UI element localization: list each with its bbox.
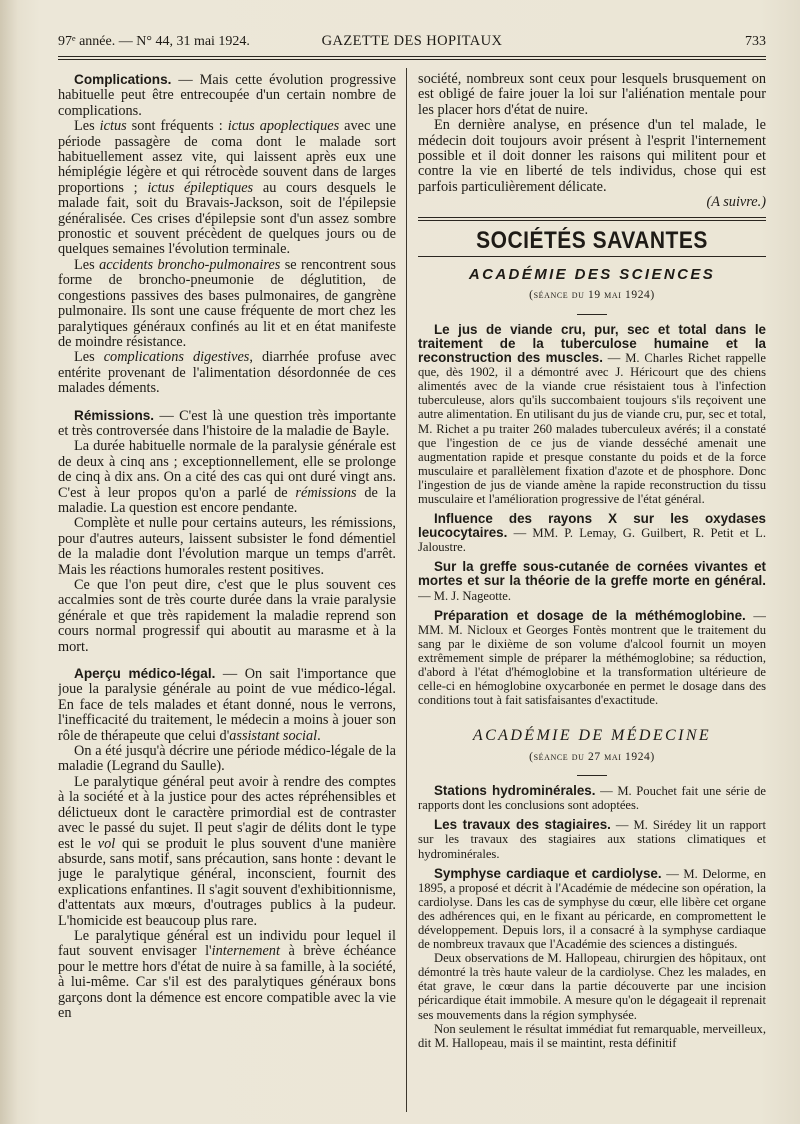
text-run: Les [74, 118, 100, 135]
text-run: de la maladie. La question est encore pendante. [58, 484, 396, 516]
header-rule-thin [58, 59, 766, 60]
report-text: — MM. M. Nicloux et Georges Fontès montrent que le traitement du sang par le dixième de son volume d'alcool fournit un moyen extrêmement simple de préparer la méthémoglobine; sa réduction, d'abord à l'état d'hémoglobine et la transformation ultérieure de celle-ci en hémoglobine oxycarbonée en permet le dosage dans des conditions tout à fait satisfaisantes d'exactitude. [418, 608, 766, 708]
sciences-reports [418, 323, 766, 707]
italic-term: (A suivre.) [706, 194, 766, 211]
right-column [418, 72, 766, 1108]
short-rule [577, 314, 607, 315]
report-text: — M. Delorme, en 1895, a proposé et décrit à l'Académie de médecine son opération, la cardiolyse. Dans les cas de symphyse du cœur, elle libère cet organe des adhérences qui, en le fixant au péricarde, en compromettent le développement. Depuis lors, il a consacré à la symphyse cardiaque de nombreux travaux que l'Académie des sciences a distingués. [418, 866, 766, 952]
paragraph-resultat: Non seulement le résultat immédiat fut remarquable, merveilleux, dit M. Hallopeau, mais il se maintint, resta définitif [418, 1021, 766, 1050]
page-header [58, 28, 766, 54]
paragraph-societe: société, nombreux sont ceux pour lesquels brusquement on est obligé de faire jouer la loi sur l'aliénation mentale pour les placer hors d'état de nuire. [418, 72, 766, 118]
report-text: — MM. P. Lemay, G. Guilbert, R. Petit et L. Jaloustre. [418, 526, 766, 555]
report-methemoglobine [418, 609, 766, 708]
paragraph-digestives [58, 350, 396, 396]
report-heading: Préparation et dosage de la méthémoglobine. [434, 607, 746, 623]
text-run: Le paralytique général peut avoir à rendre des comptes à la société et à la justice pour des actes répréhensibles et délictueux dont le caractère primordial est de contraster avec le passé du sujet. Il peut s'agir de délits dont le type est le [58, 773, 396, 852]
paragraph-remissions [58, 408, 396, 440]
paragraph-internement [58, 929, 396, 1021]
spacer [58, 655, 396, 666]
banner-rule-top [418, 217, 766, 218]
paragraph-complications [58, 72, 396, 119]
report-heading: Stations hydrominérales. [434, 783, 596, 799]
report-text: — M. Pouchet fait une série de rapports dont les conclusions sont adoptées. [418, 784, 766, 813]
issue-info: 97ᵉ année. — N° 44, 31 mai 1924. [58, 34, 250, 49]
section-heading: Rémissions. [74, 407, 155, 423]
section-banner: SOCIÉTÉS SAVANTES [476, 226, 708, 254]
page-number: 733 [745, 34, 766, 49]
report-text: — M. J. Nageotte. [418, 588, 512, 603]
text-run: sont fréquents : [126, 118, 228, 135]
paragraph-ictus [58, 119, 396, 258]
to-be-continued [418, 195, 766, 210]
italic-term: complications digestives [103, 349, 250, 366]
text-run: avec une période passagère de coma dont le malade sort habituellement assez vite, qui laissent après eux une hémiplégie légère et qui rétrocède souvent dans de larges proportions ; [58, 118, 396, 196]
text-run: qui se produit le plus souvent d'une manière absurde, sans motif, sans précaution, sans honte : devant le juge le paralytique général, inconscient, fournit des explications enfantines. Il s'agit souvent d'exhibitionnisme, d'attentats aux mœurs, d'outrages publics à la pudeur. L'homicide est beaucoup plus rare. [58, 835, 396, 929]
paragraph-complete: Complète et nulle pour certains auteurs, les rémissions, pour d'autres auteurs, laissent subsister le fond démentiel de la maladie dont l'évolution marque un temps d'arrêt. Mais les réactions humorales restent positives. [58, 515, 396, 578]
text-run: — On sait l'importance que joue la paralysie générale au point de vue médico-légal. En face de tels malades et étant donné, nous le verrons, l'inefficacité du traitement, le médecin a moins à jouer son rôle de thérapeute que celui d' [58, 666, 396, 744]
italic-term: accidents broncho-pulmonaires [99, 256, 281, 273]
report-text: — M. Sirédey lit un rapport sur les travaux des stagiaires aux stations climatiques et hydrominérales. [418, 818, 766, 861]
italic-term: ictus apoplectiques [227, 118, 340, 135]
report-heading: Sur la greffe sous-cutanée de cornées vivantes et mortes et sur la théorie de la greffe morte en général. [418, 559, 766, 589]
italic-term: rémissions [295, 484, 357, 501]
report-stations [418, 784, 766, 812]
medecine-reports [418, 784, 766, 1050]
section-heading: Aperçu médico-légal. [74, 666, 216, 682]
academy-title-sciences: ACADÉMIE DES SCIENCES [468, 266, 716, 284]
report-greffe [418, 560, 766, 602]
banner-rule-top-thin [418, 220, 766, 221]
left-column [58, 72, 396, 1108]
section-heading: Complications. [74, 72, 172, 87]
text-run: Les [74, 349, 104, 366]
italic-term: internement [211, 943, 280, 960]
report-rayons-x [418, 512, 766, 554]
paragraph-delits [58, 775, 396, 929]
italic-term: ictus épileptiques [147, 179, 254, 196]
paragraph-periode: On a été jusqu'à décrire une période médico-légale de la maladie (Legrand du Saulle). [58, 743, 396, 775]
academy-title-medecine: ACADÉMIE DE MÉDECINE [472, 727, 712, 745]
column-divider [406, 68, 407, 1112]
report-heading: Influence des rayons X sur les oxydases leucocytaires. [418, 511, 766, 541]
italic-term: assistant social [229, 727, 318, 744]
report-jus-de-viande [418, 323, 766, 506]
header-rule [58, 56, 766, 57]
report-text: — M. Charles Richet rappelle que, dès 1902, il a démontré avec J. Héricourt que des chiens alimentés avec de la viande crue résistaient tous à l'infection tuberculeuse, alors qu'ils succombaient toujours s'ils reçoivent une autre alimentation. En utilisant du jus de viande cru, pur, sec et total, M. Richet a pu traiter 260 malades tuberculeux avérés; il a constaté que l'ingestion de ce jus de viande desséché amenait une augmentation rapide et presque constante du poids et de la force musculaire et parallèlement fixation d'azote et de phosphore. Donc l'ingestion de jus de viande amène la rapide reconstruction du tissu musculaire et l'amélioration progressive de l'état général. [418, 351, 766, 506]
short-rule [577, 775, 607, 776]
text-run: à brève échéance pour le mettre hors d'état de nuire à sa famille, à la société, à lui-même. Car s'il est des paralytiques généraux bons garçons dont la démence est encore compatible avec la vie en [58, 943, 396, 1021]
report-heading: Symphyse cardiaque et cardiolyse. [434, 865, 662, 881]
paragraph-text: — Mais cette évolution progressive habituelle peut être entrecoupée d'un certain nombre de complications. [58, 72, 396, 119]
italic-term: vol [97, 835, 116, 852]
text-run: au cours desquels le malade fait, soit du Bravais-Jackson, soit de l'épilepsie généralisée. Ces crises d'épilepsie sont d'un assez sombre pronostic et souvent précèdent de quelques jours ou de quelques semaines l'évolution terminale. [58, 179, 396, 258]
session-date-medecine: (séance du 27 mai 1924) [529, 750, 655, 763]
report-heading: Le jus de viande cru, pur, sec et total dans le traitement de la tuberculose humaine et la reconstruction des muscles. [418, 321, 766, 366]
banner-rule-bottom [418, 256, 766, 257]
paragraph-duree [58, 439, 396, 516]
report-stagiaires [418, 818, 766, 860]
text-run: se rencontrent sous forme de broncho-pneumonie de déglutition, de congestions passives des bases pulmonaires, de gangrène pulmonaire. Ils sont une cause fréquente de mort chez les paralytiques généraux confinés au lit et en état manifeste de moindre résistance. [58, 256, 396, 350]
spacer [418, 707, 766, 718]
text-run: La durée habituelle normale de la paralysie générale est de deux à cinq ans ; exceptionnellement, elle se prolonge de cinq à dix ans. On a cité des cas qui ont duré vingt ans. C'est à leur propos qu'on a parlé de [58, 438, 396, 501]
report-heading: Les travaux des stagiaires. [434, 817, 611, 833]
text-run: . [317, 727, 321, 744]
paragraph-broncho [58, 258, 396, 350]
text-run: Les [74, 256, 100, 273]
paragraph-text: — C'est là une question très importante et très controversée dans l'histoire de la maladie de Bayle. [58, 407, 396, 439]
journal-title: GAZETTE DES HOPITAUX [321, 33, 503, 49]
text-run: Le paralytique général est un individu pour lequel il faut souvent envisager l' [58, 927, 396, 960]
spacer [58, 397, 396, 408]
session-date-sciences: (séance du 19 mai 1924) [529, 289, 655, 302]
paragraph-analyse: En dernière analyse, en présence d'un tel malade, le médecin doit toujours avoir présent à l'esprit l'internement possible et il doit donner les raisons qui militent pour et contre la vie en liberté de tels individus, chose qui est parfois particulièrement délicate. [418, 117, 766, 195]
italic-term: ictus [99, 118, 127, 135]
paragraph-accalmies: Ce que l'on peut dire, c'est que le plus souvent ces accalmies sont de très courte durée dans la vraie paralysie générale et que très rapidement la maladie reprend son cours normal progressif qui aboutit au marasme et à la mort. [58, 577, 396, 655]
report-cardiolyse [418, 867, 766, 952]
paragraph-medico-legal [58, 666, 396, 744]
text-run: , diarrhée profuse avec entérite provenant de l'alimentation désordonnée de ces malades déments. [58, 349, 396, 397]
paragraph-hallopeau: Deux observations de M. Hallopeau, chirurgien des hôpitaux, ont démontré la très haute valeur de la cardiolyse. Chez les malades, en état grave, le cœur dans la partie découverte par une incision péricardique était immobile. A mesure qu'on le dégageait il reprenait ses mouvements dans la région symphysée. [418, 951, 766, 1022]
